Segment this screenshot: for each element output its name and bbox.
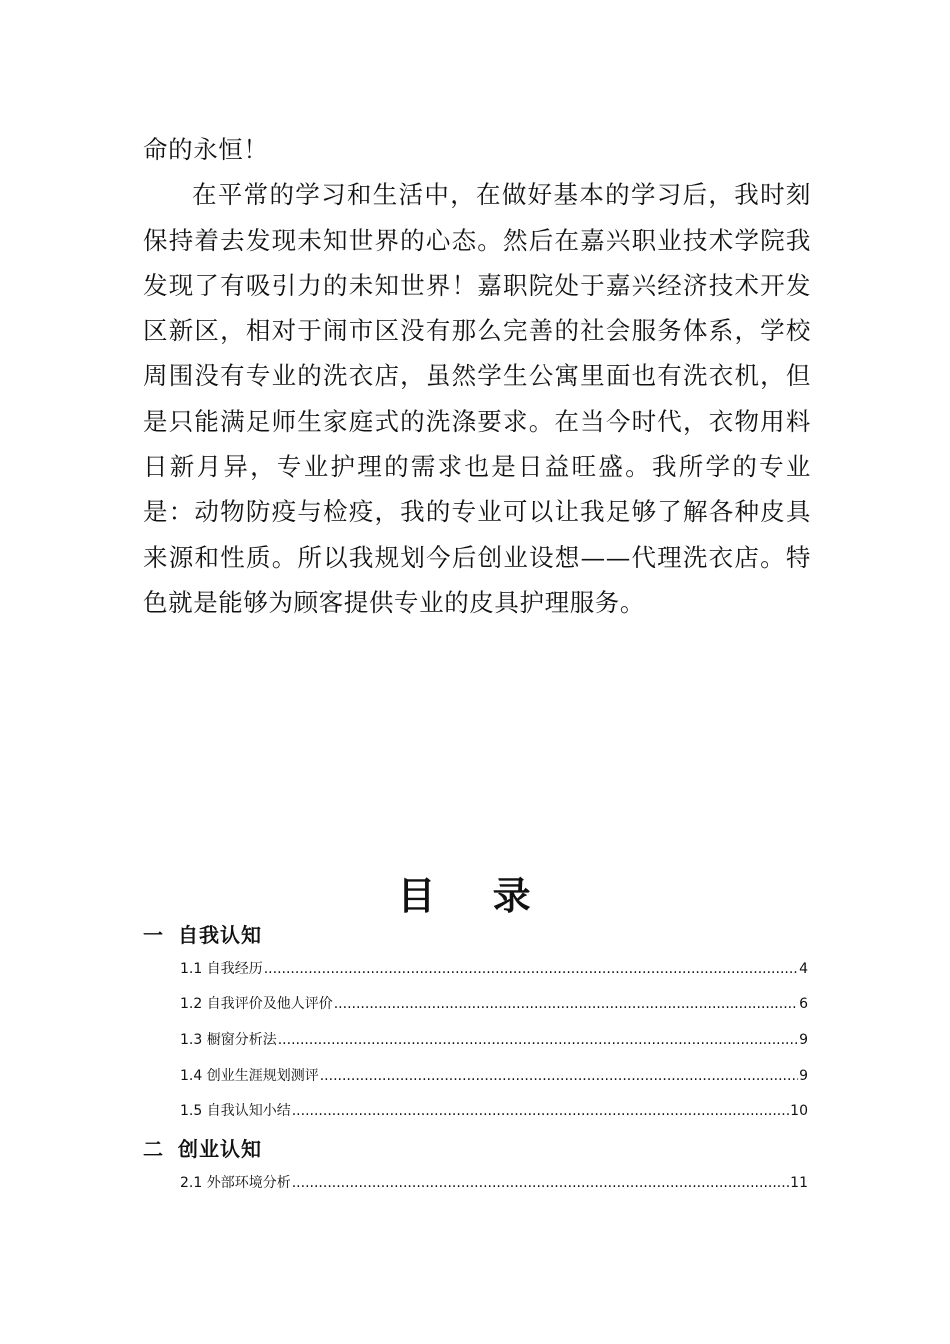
toc-entry-page: 9 [799, 1068, 808, 1084]
toc-section-number: 二 [143, 1137, 164, 1161]
toc-entry-label: 1.1 自我经历 [180, 961, 263, 977]
toc-dot-leader [334, 993, 798, 1015]
toc-entry[interactable] [180, 1100, 808, 1122]
toc-dot-leader [278, 1029, 798, 1051]
toc-dot-leader [320, 1065, 798, 1087]
toc-entry-label: 1.3 橱窗分析法 [180, 1032, 277, 1048]
toc-entry-page: 9 [799, 1032, 808, 1048]
toc-entry-page: 11 [790, 1175, 808, 1191]
toc-section-heading[interactable] [143, 920, 262, 950]
toc-section-title: 自我认知 [178, 923, 262, 947]
toc-entry-label: 1.5 自我认知小结 [180, 1103, 291, 1119]
toc-entry[interactable] [180, 1172, 808, 1194]
toc-section-heading[interactable] [143, 1134, 262, 1164]
toc-entry[interactable] [180, 993, 808, 1015]
toc-dot-leader [292, 1172, 789, 1194]
toc-title: 目 录 [397, 874, 553, 918]
toc-entry[interactable] [180, 1065, 808, 1087]
toc-entry-label: 1.4 创业生涯规划测评 [180, 1068, 319, 1084]
toc-entry-page: 10 [790, 1103, 808, 1119]
toc-section-number: 一 [143, 923, 164, 947]
toc-entry-label: 1.2 自我评价及他人评价 [180, 996, 333, 1012]
toc-entry-page: 4 [799, 961, 808, 977]
toc-section-title: 创业认知 [178, 1137, 262, 1161]
toc-entry-label: 2.1 外部环境分析 [180, 1175, 291, 1191]
paragraph: 命的永恒！ [143, 135, 269, 164]
paragraph: 在平常的学习和生活中，在做好基本的学习后，我时刻保持着去发现未知世界的心态。然后在嘉兴职业技术学院我发现了有吸引力的未知世界！嘉职院处于嘉兴经济技术开发区新区，相对于闹市区没有那么完善的社会服务体系，学校周围没有专业的洗衣店，虽然学生公寓里面也有洗衣机，但是只能满足师生家庭式的洗涤要求。在当今时代，衣物用料日新月异，专业护理的需求也是日益旺盛。我所学的专业是：动物防疫与检疫，我的专业可以让我足够了解各种皮具来源和性质。所以我规划今后创业设想——代理洗衣店。特色就是能够为顾客提供专业的皮具护理服务。 [143, 180, 811, 617]
toc-dot-leader [264, 958, 798, 980]
toc-entry[interactable] [180, 1029, 808, 1051]
toc-dot-leader [292, 1100, 789, 1122]
toc-entry-page: 6 [799, 996, 808, 1012]
toc-entry[interactable] [180, 958, 808, 980]
body-text [143, 127, 811, 625]
